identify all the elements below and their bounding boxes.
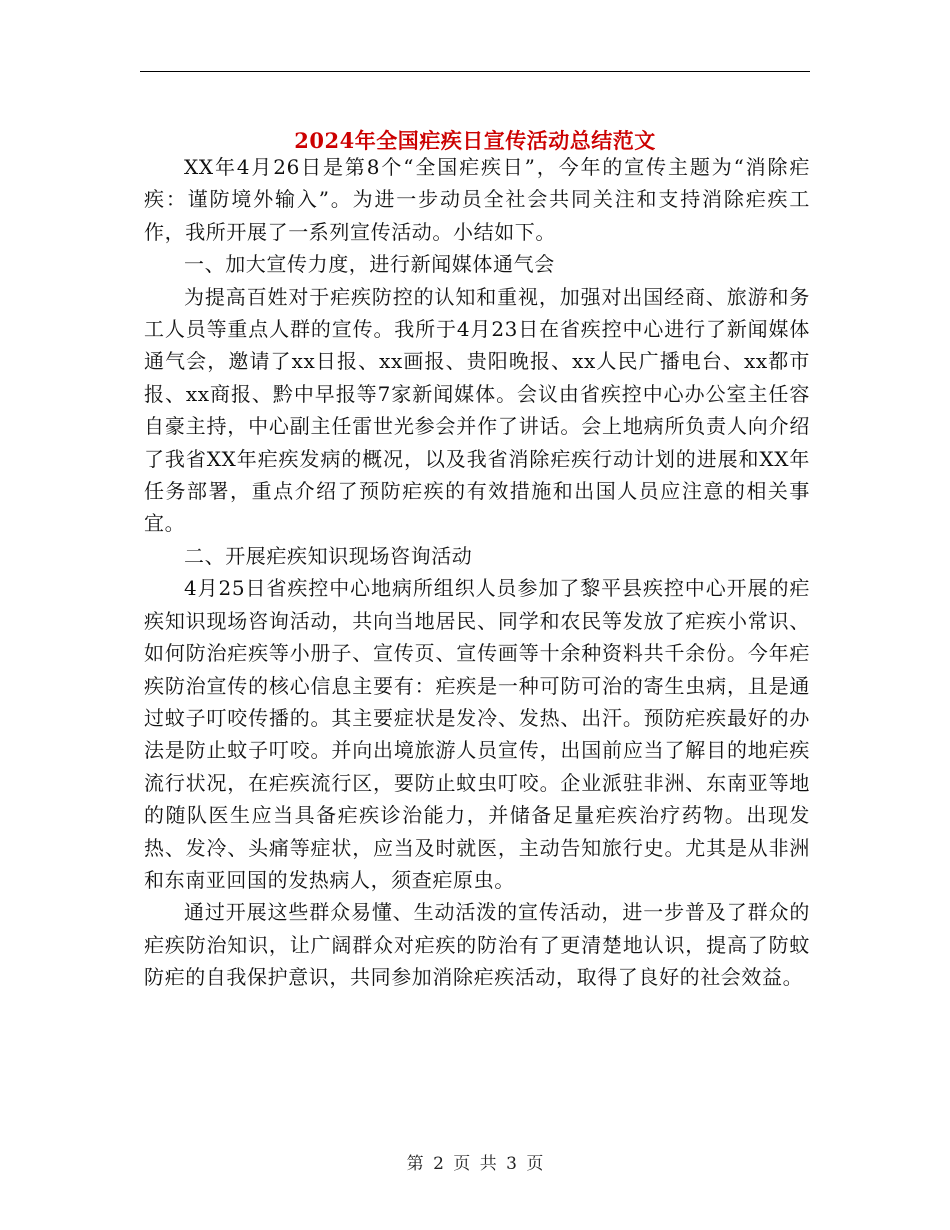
section-heading-2: 二、开展疟疾知识现场咨询活动 [184, 543, 473, 568]
section-2-paragraph: 4月25日省疾控中心地病所组织人员参加了黎平县疾控中心开展的疟疾知识现场咨询活动，共向当地居民、同学和农民等发放了疟疾小常识、如何防治疟疾等小册子、宣传页、宣传画等十余种资料共千余份。今年疟疾防治宣传的核心信息主要有：疟疾是一种可防可治的寄生虫病，且是通过蚊子叮咬传播的。其主要症状是发冷、发热、出汗。预防疟疾最好的办法是防止蚊子叮咬。并向出境旅游人员宣传，出国前应当了解目的地疟疾流行状况，在疟疾流行区，要防止蚊虫叮咬。企业派驻非洲、东南亚等地的随队医生应当具备疟疾诊治能力，并储备足量疟疾治疗药物。出现发热、发冷、头痛等症状，应当及时就医，主动告知旅行史。尤其是从非洲和东南亚回国的发热病人，须查疟原虫。 [144, 576, 810, 892]
page-number-footer: 第 2 页 共 3 页 [406, 1154, 544, 1174]
intro-paragraph: XX年4月26日是第8个“全国疟疾日”，今年的宣传主题为“消除疟疾：谨防境外输入”。为进一步动员全社会共同关注和支持消除疟疾工作，我所开展了一系列宣传活动。小结如下。 [144, 155, 810, 244]
document-title: 2024年全国疟疾日宣传活动总结范文 [294, 128, 656, 154]
section-heading-1: 一、加大宣传力度，进行新闻媒体通气会 [184, 252, 555, 277]
section-1-paragraph: 为提高百姓对于疟疾防控的认知和重视，加强对出国经商、旅游和务工人员等重点人群的宣传。我所于4月23日在省疾控中心进行了新闻媒体通气会，邀请了xx日报、xx画报、贵阳晚报、xx人民广播电台、xx都市报、xx商报、黔中早报等7家新闻媒体。会议由省疾控中心办公室主任容自豪主持，中心副主任雷世光参会并作了讲话。会上地病所负责人向介绍了我省XX年疟疾发病的概况，以及我省消除疟疾行动计划的进展和XX年任务部署，重点介绍了预防疟疾的有效措施和出国人员应注意的相关事宜。 [144, 284, 810, 536]
conclusion-paragraph: 通过开展这些群众易懂、生动活泼的宣传活动，进一步普及了群众的疟疾防治知识，让广阔群众对疟疾的防治有了更清楚地认识，提高了防蚊防疟的自我保护意识，共同参加消除疟疾活动，取得了良好的社会效益。 [144, 900, 810, 990]
header-rule [140, 71, 810, 72]
document-body [144, 151, 810, 994]
